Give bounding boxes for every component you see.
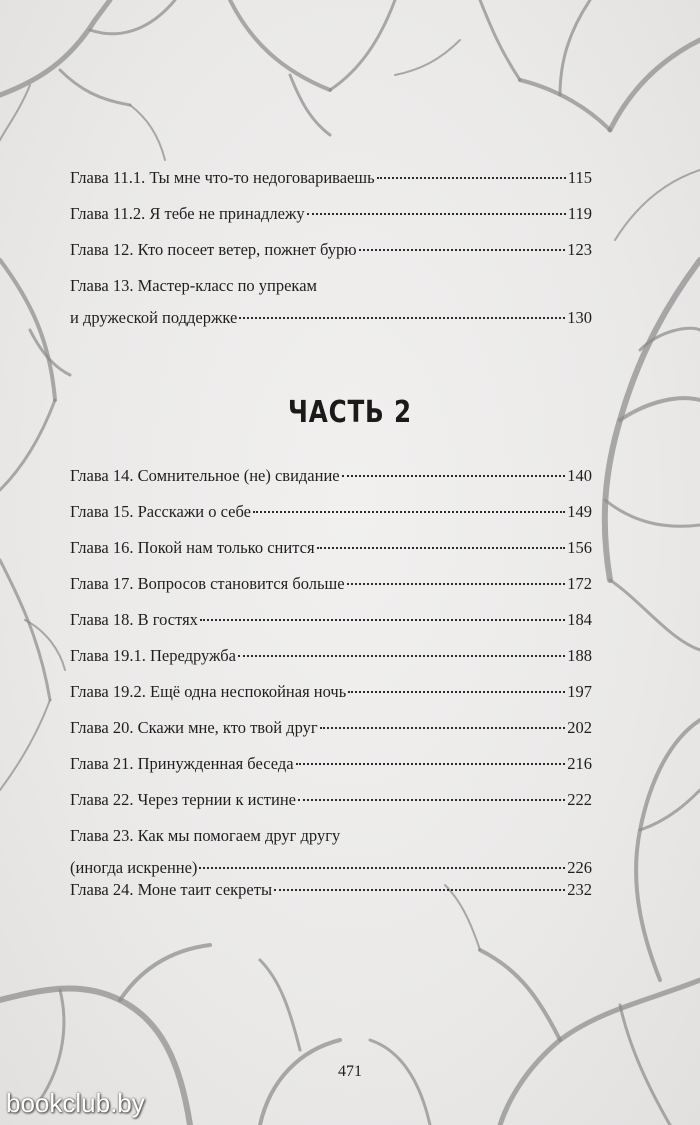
dot-leader [298,799,565,801]
toc-entry-page: 156 [567,538,592,557]
toc-entry-title-line2: и дружеской поддержке [70,308,238,327]
dot-leader [200,619,565,621]
toc-entry [70,538,592,574]
dot-leader [348,691,565,693]
toc-entry-title-line1: Глава 13. Мастер-класс по упрекам [70,276,317,295]
toc-entry-page: 197 [567,682,592,701]
toc-entry-title: Глава 24. Моне таит секреты [70,880,273,899]
toc-entry-page: 149 [567,502,592,521]
toc-entry [70,790,592,826]
toc-entry-page: 172 [567,574,592,593]
dot-leader [320,727,566,729]
toc-entry-title: Глава 12. Кто посеет ветер, пожнет бурю [70,240,357,259]
part-heading: ЧАСТЬ 2 [288,395,412,430]
toc-entry-page: 140 [567,466,592,485]
toc-entry-title: Глава 15. Расскажи о себе [70,502,251,521]
toc-entry [70,168,592,204]
toc-part-2 [70,466,592,916]
dot-leader [199,867,565,869]
toc-entry [70,574,592,610]
toc-part-1 [70,168,592,330]
toc-entry-page: 202 [567,718,592,737]
toc-entry-title: Глава 16. Покой нам только снится [70,538,315,557]
toc-entry [70,204,592,240]
dot-leader [377,177,566,179]
toc-entry-title: Глава 19.1. Передружба [70,646,236,665]
toc-entry [70,646,592,682]
toc-entry-title-line1: Глава 23. Как мы помогаем друг другу [70,826,341,845]
toc-entry-page: 222 [567,790,592,809]
toc-entry [70,502,592,538]
toc-entry-title: Глава 17. Вопросов становится больше [70,574,345,593]
toc-entry-page: 123 [567,240,592,259]
dot-leader [239,317,565,319]
toc-entry-page: 226 [567,858,592,877]
page-number: 471 [338,1063,362,1080]
dot-leader [307,213,566,215]
toc-entry [70,754,592,790]
dot-leader [238,655,565,657]
toc-entry-title: Глава 11.2. Я тебе не принадлежу [70,204,305,223]
toc-entry-page: 232 [567,880,592,899]
dot-leader [347,583,566,585]
dot-leader [296,763,566,765]
toc-entry [70,880,592,916]
toc-entry-title: Глава 22. Через тернии к истине [70,790,296,809]
toc-entry [70,610,592,646]
toc-entry-page: 119 [567,204,592,223]
dot-leader [253,511,565,513]
toc-entry-title: Глава 11.1. Ты мне что-то недоговариваешь [70,168,375,187]
toc-entry-title: Глава 19.2. Ещё одна неспокойная ночь [70,682,347,701]
toc-entry-page: 216 [567,754,592,773]
toc-entry-page: 115 [567,168,592,187]
toc-entry [70,826,592,880]
toc-entry-title: Глава 18. В гостях [70,610,198,629]
dot-leader [274,889,565,891]
toc-entry [70,682,592,718]
watermark: bookclub.by [6,1088,145,1118]
toc-entry [70,240,592,276]
toc-entry-title-line2: (иногда искренне) [70,858,198,877]
dot-leader [342,475,566,477]
toc-entry-page: 130 [567,308,592,327]
toc-entry [70,466,592,502]
dot-leader [359,249,566,251]
toc-entry-page: 184 [567,610,592,629]
toc-entry [70,718,592,754]
toc-entry-title: Глава 21. Принужденная беседа [70,754,294,773]
toc-entry-title: Глава 14. Сомнительное (не) свидание [70,466,340,485]
toc-entry-title: Глава 20. Скажи мне, кто твой друг [70,718,318,737]
toc-entry-page: 188 [567,646,592,665]
toc-entry [70,276,592,330]
dot-leader [317,547,566,549]
